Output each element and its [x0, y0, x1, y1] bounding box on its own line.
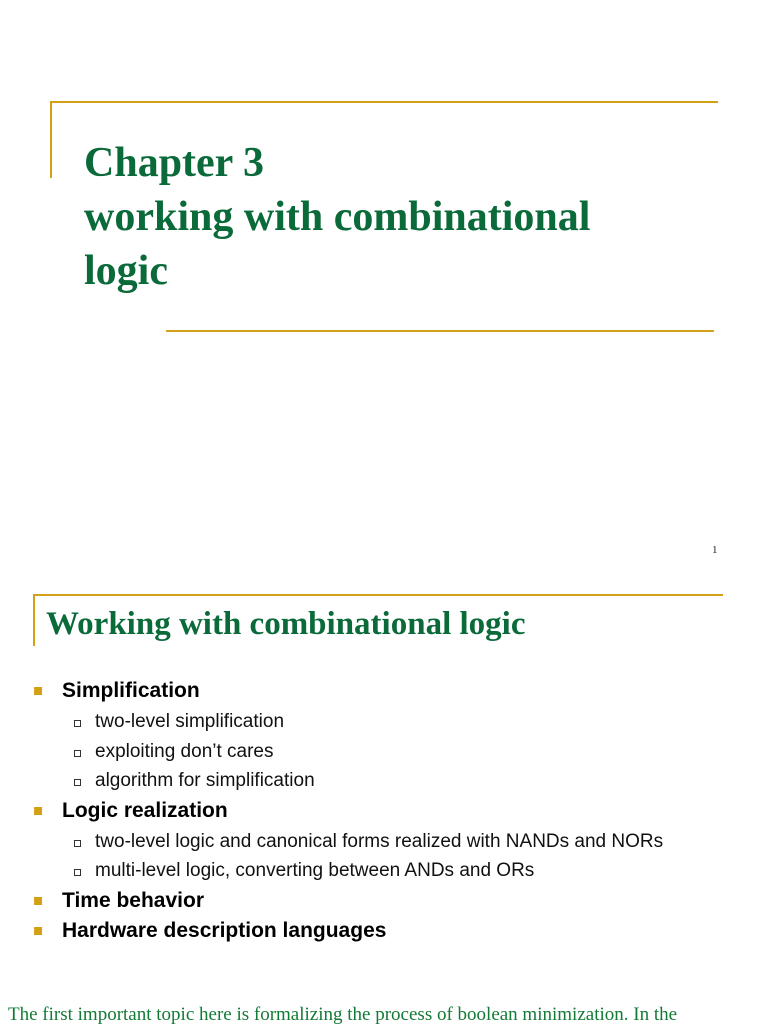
sub-bullet-label: two-level logic and canonical forms realized with NANDs and NORs [95, 830, 664, 852]
sub-bullet-item [34, 707, 754, 737]
bullet-label: Hardware description languages [62, 918, 387, 942]
sub-bullet-label: two-level simplification [95, 711, 285, 732]
title-bottom-rule [166, 330, 714, 332]
bullet-square-icon [34, 897, 42, 905]
sub-bullet-label: algorithm for simplification [95, 770, 315, 791]
sub-bullet-box-icon [74, 840, 81, 847]
bullet-label: Logic realization [62, 798, 228, 822]
bullet-square-icon [34, 807, 42, 815]
sub-bullet-item [34, 827, 754, 857]
notes-text: The first important topic here is formalizing the process of boolean minimization. In the [8, 1004, 678, 1025]
chapter-title-line: Chapter 3 [84, 140, 265, 186]
bullet-item [34, 916, 754, 946]
sub-bullet-label: multi-level logic, converting between ANDs and ORs [95, 860, 535, 881]
sub-bullet-item [34, 766, 754, 796]
sub-bullet-item [34, 856, 754, 886]
sub-bullet-box-icon [74, 779, 81, 786]
chapter-title [84, 136, 704, 298]
bullet-item [34, 676, 754, 706]
sub-bullet-box-icon [74, 869, 81, 876]
title-left-rule [50, 101, 52, 178]
slide-top-rule [33, 594, 723, 596]
slide-left-rule [33, 594, 35, 646]
bullet-label: Simplification [62, 679, 200, 702]
bullet-list [34, 676, 754, 946]
bullet-label: Time behavior [62, 888, 204, 912]
bullet-item [34, 796, 754, 826]
chapter-title-line: working with combinational [84, 194, 591, 240]
sub-bullet-label: exploiting don’t cares [95, 740, 274, 762]
bullet-square-icon [34, 927, 42, 935]
sub-bullet-box-icon [74, 750, 81, 757]
bullet-square-icon [34, 687, 42, 695]
bullet-item [34, 886, 754, 916]
content-slide [0, 576, 768, 1024]
page-number: 1 [712, 544, 718, 556]
sub-bullet-box-icon [74, 720, 81, 727]
sub-bullet-item [34, 737, 754, 767]
chapter-title-line: logic [84, 248, 168, 294]
slide-title: Working with combinational logic [46, 606, 526, 642]
title-top-rule [50, 101, 718, 103]
